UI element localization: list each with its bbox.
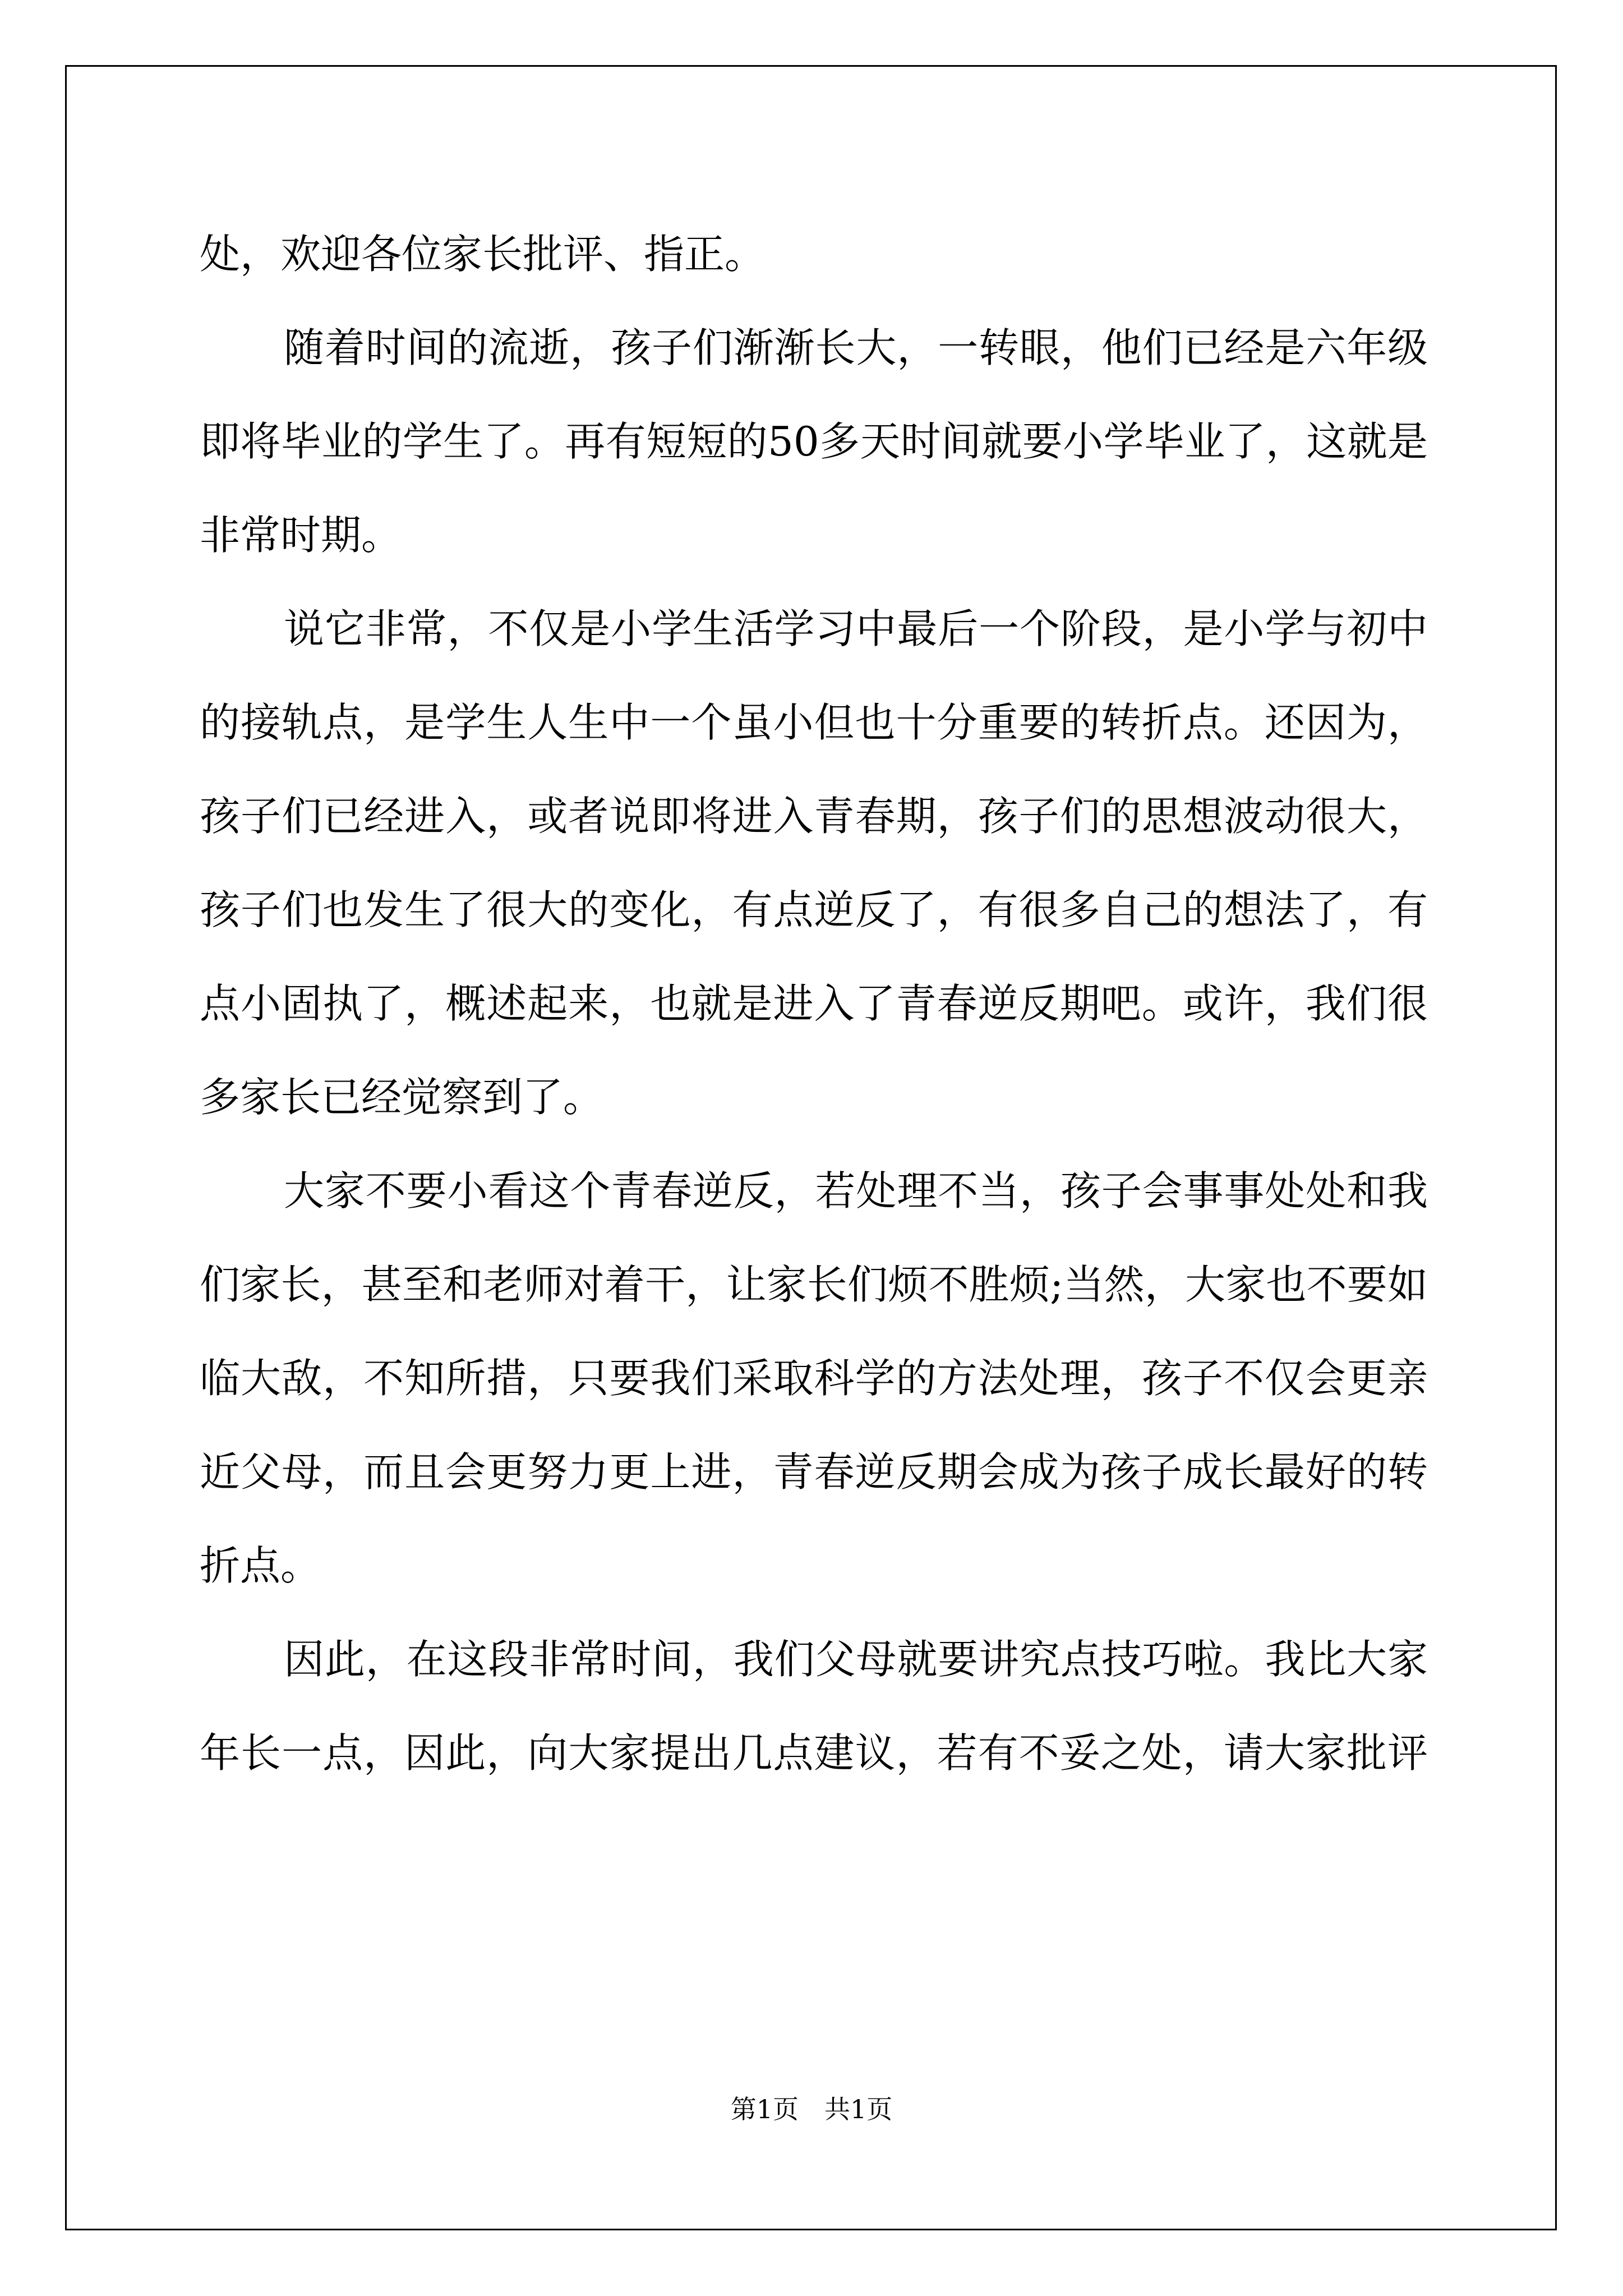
document-body xyxy=(200,208,1428,1800)
text-line: 的接轨点，是学生人生中一个虽小但也十分重要的转折点。还因为， xyxy=(200,699,1428,746)
text-line: 们家长，甚至和老师对着干，让家长们烦不胜烦;当然，大家也不要如 xyxy=(200,1261,1428,1308)
text-line: 大家不要小看这个青春逆反，若处理不当，孩子会事事处处和我 xyxy=(284,1167,1428,1214)
text-line: 年长一点，因此，向大家提出几点建议，若有不妥之处，请大家批评 xyxy=(200,1729,1428,1777)
text-line: 折点。 xyxy=(200,1542,321,1589)
text-line: 多家长已经觉察到了。 xyxy=(200,1074,604,1121)
text-line: 孩子们已经进入，或者说即将进入青春期，孩子们的思想波动很大， xyxy=(200,793,1428,840)
text-line: 近父母，而且会更努力更上进，青春逆反期会成为孩子成长最好的转 xyxy=(200,1448,1428,1496)
text-line: 说它非常，不仅是小学生活学习中最后一个阶段，是小学与初中 xyxy=(284,605,1428,652)
text-line: 点小固执了，概述起来，也就是进入了青春逆反期吧。或许，我们很 xyxy=(200,980,1428,1027)
text-line: 即将毕业的学生了。再有短短的50多天时间就要小学毕业了，这就是 xyxy=(200,418,1428,465)
text-line: 处，欢迎各位家长批评、指正。 xyxy=(200,231,766,278)
text-line: 临大敌，不知所措，只要我们采取科学的方法处理，孩子不仅会更亲 xyxy=(200,1355,1428,1402)
text-line: 孩子们也发生了很大的变化，有点逆反了，有很多自己的想法了，有 xyxy=(200,886,1428,933)
page-number-footer: 第1页 共1页 xyxy=(730,2094,893,2124)
text-line: 非常时期。 xyxy=(200,512,402,559)
text-line: 随着时间的流逝，孩子们渐渐长大，一转眼，他们已经是六年级 xyxy=(284,324,1428,371)
text-line: 因此，在这段非常时间，我们父母就要讲究点技巧啦。我比大家 xyxy=(284,1636,1428,1683)
